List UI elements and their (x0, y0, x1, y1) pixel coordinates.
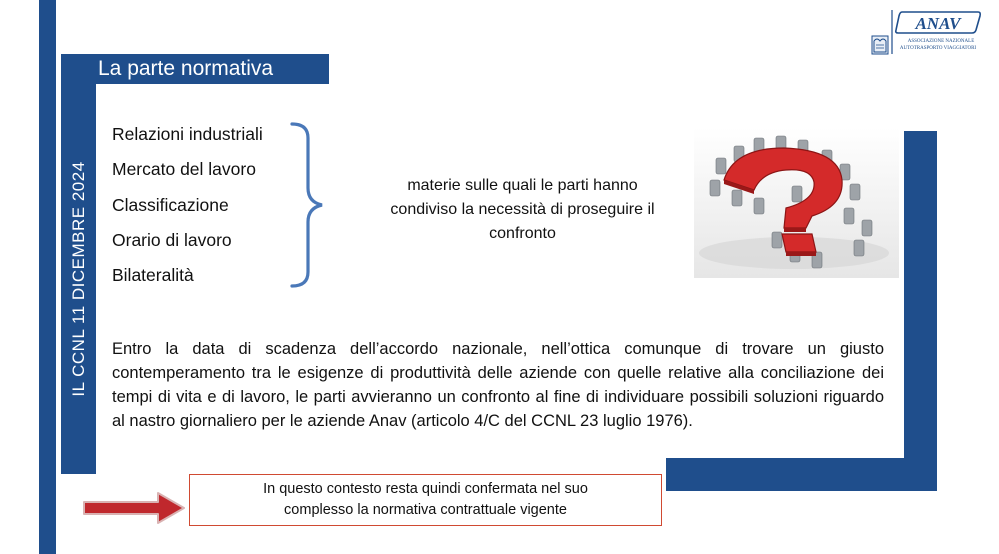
slide-title: La parte normativa (98, 57, 274, 80)
right-brace (288, 120, 328, 290)
anav-logo (868, 8, 983, 58)
conclusion-callout (189, 474, 662, 526)
callout-line: complesso la normativa contrattuale vigente (284, 502, 567, 518)
side-label-text: IL CCNL 11 DICEMBRE 2024 (68, 161, 88, 397)
side-label (61, 84, 96, 474)
logo-name: ANAV (915, 14, 961, 33)
logo-subtitle-1: ASSOCIAZIONE NAZIONALE (907, 39, 975, 44)
right-frame-horizontal (666, 458, 937, 491)
topics-note-line: materie sulle quali le parti hanno (407, 177, 638, 194)
lion-emblem-icon (872, 36, 888, 54)
callout-line: In questo contesto resta quindi confermata nel suo (263, 481, 588, 497)
logo-subtitle-2: AUTOTRASPORTO VIAGGIATORI (899, 46, 977, 51)
topic-item: Bilateralità (112, 265, 194, 285)
right-arrow-icon (80, 489, 190, 527)
topic-item: Orario di lavoro (112, 230, 232, 250)
question-mark-table-illustration (694, 128, 899, 278)
right-frame-vertical (904, 131, 937, 491)
topic-item: Relazioni industriali (112, 124, 263, 144)
topics-note-line: condiviso la necessità di proseguire il (390, 201, 655, 218)
topic-item: Classificazione (112, 195, 229, 215)
body-paragraph: Entro la data di scadenza dell’accordo nazionale, nell’ottica comunque di trovare un giusto contemperamento tra le esigenze di produttività delle aziende con quelle relative alla conciliazione dei tempi di vita e di lavoro, le parti avvieranno un confronto al fine di individuare possibili soluzioni riguardo al nastro giornaliero per le aziende Anav (articolo 4/C del CCNL 23 luglio 1976). (112, 340, 884, 430)
topic-item: Mercato del lavoro (112, 159, 256, 179)
left-accent-band (39, 0, 56, 554)
topics-note-line: confronto (489, 225, 556, 242)
topics-note (340, 174, 705, 246)
